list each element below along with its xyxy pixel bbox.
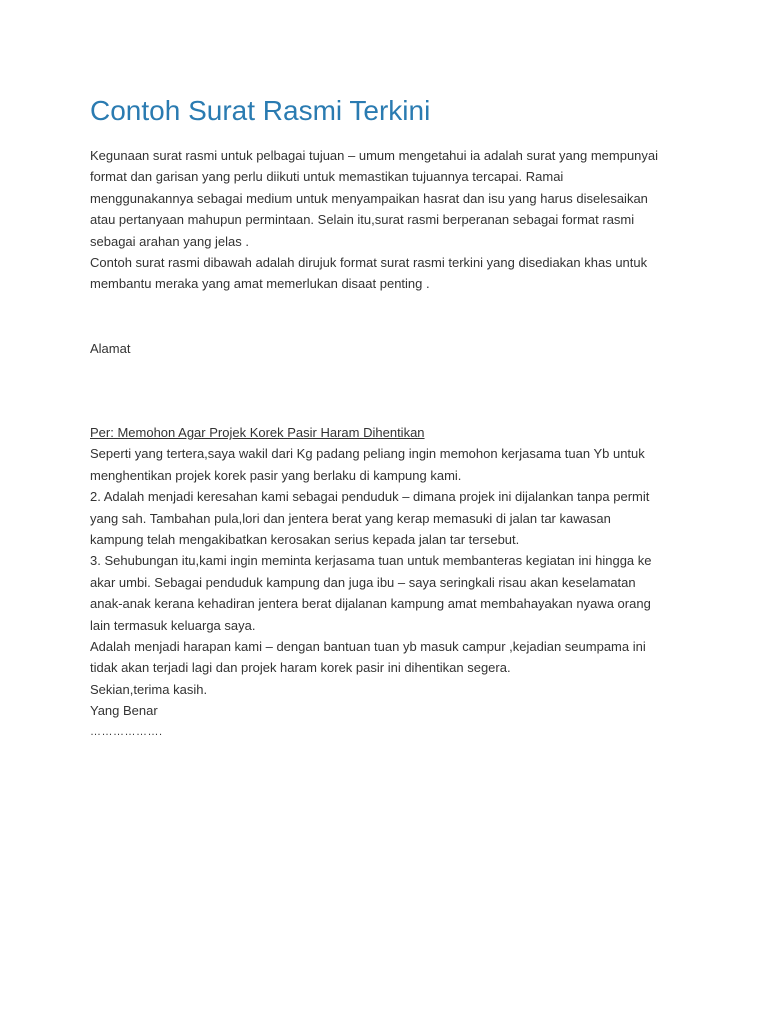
letter-line: kampung telah mengakibatkan kerosakan serius kepada jalan tar tersebut. xyxy=(90,532,520,548)
letter-line: menghentikan projek korek pasir yang berlaku di kampung kami. xyxy=(90,467,462,483)
letter-line: akar umbi. Sebagai penduduk kampung dan juga ibu – saya seringkali risau akan keselamatan xyxy=(90,574,636,590)
signature-dots: ………………. xyxy=(90,725,163,738)
letter-line: lain termasuk keluarga saya. xyxy=(90,617,256,633)
intro-line: membantu meraka yang amat memerlukan disaat penting . xyxy=(90,276,430,292)
letter-line: anak-anak kerana kehadiran jentera berat dijalanan kampung amat membahayakan nyawa orang xyxy=(90,596,651,612)
letter-line: Adalah menjadi harapan kami – dengan bantuan tuan yb masuk campur ,kejadian seumpama ini xyxy=(90,639,646,655)
letter-line: yang sah. Tambahan pula,lori dan jentera berat yang kerap memasuki di jalan tar kawasan xyxy=(90,510,611,526)
letter-subject: Per: Memohon Agar Projek Korek Pasir Haram Dihentikan xyxy=(90,425,425,440)
address-label: Alamat xyxy=(90,341,131,356)
intro-line: sebagai arahan yang jelas . xyxy=(90,233,250,249)
address-block xyxy=(90,338,130,359)
intro-line: atau pertanyaan mahupun permintaan. Selain itu,surat rasmi berperanan sebagai format rasmi xyxy=(90,212,635,228)
letter-body xyxy=(90,422,680,743)
letter-line: 2. Adalah menjadi keresahan kami sebagai penduduk – dimana projek ini dijalankan tanpa permit xyxy=(90,489,650,505)
intro-line: format dan garisan yang perlu diikuti untuk memastikan tujuannya tercapai. Ramai xyxy=(90,169,564,185)
intro-line: Contoh surat rasmi dibawah adalah dirujuk format surat rasmi terkini yang disediakan khas untuk xyxy=(90,255,648,271)
intro-line: menggunakannya sebagai medium untuk menyampaikan hasrat dan isu yang harus diselesaikan xyxy=(90,190,648,206)
closing-line: Sekian,terima kasih. xyxy=(90,681,208,697)
letter-line: Seperti yang tertera,saya wakil dari Kg padang peliang ingin memohon kerjasama tuan Yb untuk xyxy=(90,446,645,462)
intro-paragraph xyxy=(90,145,680,295)
letter-line: tidak akan terjadi lagi dan projek haram korek pasir ini dihentikan segera. xyxy=(90,660,511,676)
document-title: Contoh Surat Rasmi Terkini xyxy=(90,95,431,126)
sign-off-line: Yang Benar xyxy=(90,703,158,719)
letter-line: 3. Sehubungan itu,kami ingin meminta kerjasama tuan untuk membanteras kegiatan ini hingga ke xyxy=(90,553,652,569)
intro-line: Kegunaan surat rasmi untuk pelbagai tujuan – umum mengetahui ia adalah surat yang mempunyai xyxy=(90,148,659,163)
